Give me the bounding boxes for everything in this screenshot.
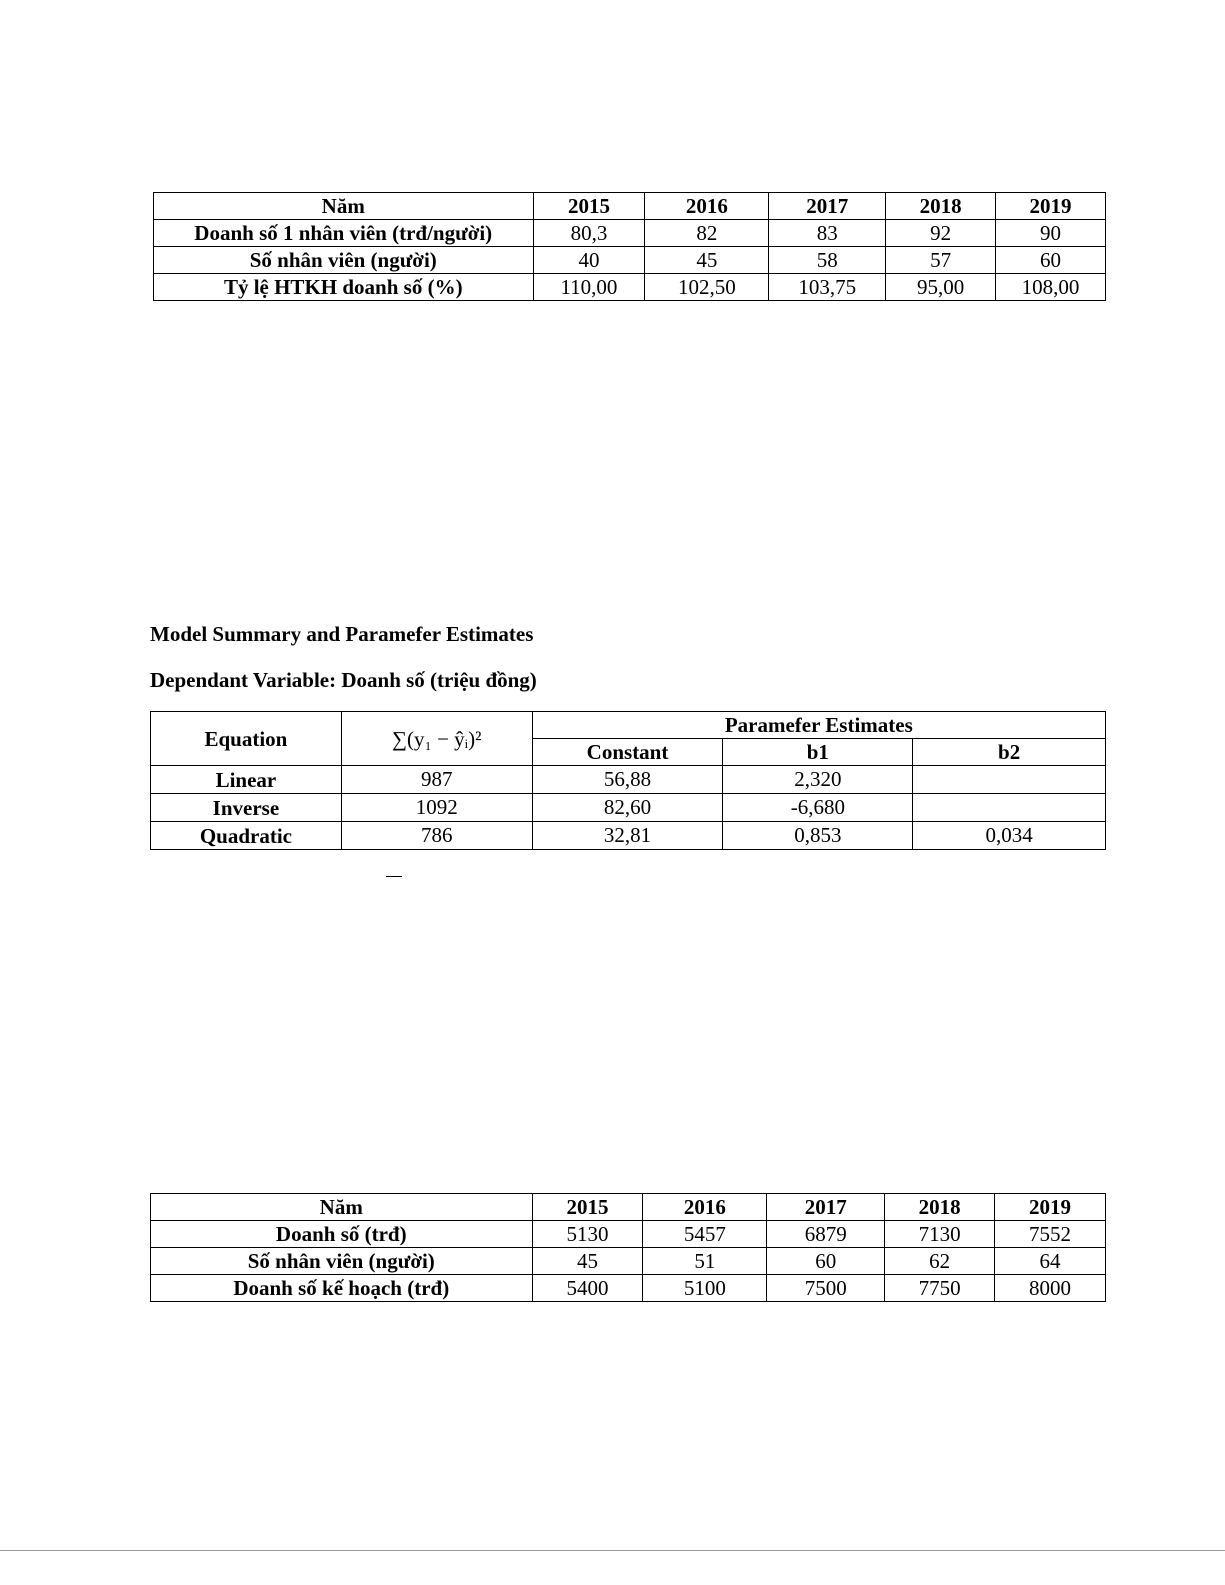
model-subtitle: Dependant Variable: Doanh số (triệu đồng) bbox=[150, 668, 537, 692]
cell: 92 bbox=[886, 220, 996, 247]
row-label: Doanh số kế hoạch (trđ) bbox=[151, 1275, 533, 1302]
cell: 95,00 bbox=[886, 274, 996, 301]
cell: 7130 bbox=[885, 1221, 995, 1248]
header-cell: 2017 bbox=[767, 1194, 885, 1221]
cell: 51 bbox=[643, 1248, 767, 1275]
header-cell: 2018 bbox=[885, 1194, 995, 1221]
cell: 32,81 bbox=[532, 822, 723, 850]
row-label: Tỷ lệ HTKH doanh số (%) bbox=[154, 274, 534, 301]
header-b2: b2 bbox=[913, 739, 1106, 766]
row-label: Số nhân viên (người) bbox=[151, 1248, 533, 1275]
cell: 7552 bbox=[995, 1221, 1106, 1248]
cell: 82 bbox=[645, 220, 769, 247]
cell: 56,88 bbox=[532, 766, 723, 794]
row-label: Doanh số 1 nhân viên (trđ/người) bbox=[154, 220, 534, 247]
cell: 6879 bbox=[767, 1221, 885, 1248]
row-label: Quadratic bbox=[151, 822, 342, 850]
cell: 45 bbox=[645, 247, 769, 274]
cell: 0,853 bbox=[723, 822, 913, 850]
cell: 0,034 bbox=[913, 822, 1106, 850]
header-cell: 2015 bbox=[533, 193, 645, 220]
cell: 60 bbox=[767, 1248, 885, 1275]
table-row bbox=[151, 1248, 1106, 1275]
cell: 40 bbox=[533, 247, 645, 274]
sales-plan-table bbox=[150, 1193, 1106, 1302]
cell: 58 bbox=[769, 247, 886, 274]
row-label: Inverse bbox=[151, 794, 342, 822]
header-cell: Năm bbox=[154, 193, 534, 220]
table-row bbox=[154, 274, 1106, 301]
cell: 60 bbox=[996, 247, 1106, 274]
cell: 102,50 bbox=[645, 274, 769, 301]
table-header-row bbox=[151, 1194, 1106, 1221]
cell: 8000 bbox=[995, 1275, 1106, 1302]
header-constant: Constant bbox=[532, 739, 723, 766]
header-cell: 2019 bbox=[996, 193, 1106, 220]
cell bbox=[913, 794, 1106, 822]
header-cell: 2019 bbox=[995, 1194, 1106, 1221]
table-row bbox=[151, 1221, 1106, 1248]
cell: 62 bbox=[885, 1248, 995, 1275]
header-cell: 2017 bbox=[769, 193, 886, 220]
row-label: Doanh số (trđ) bbox=[151, 1221, 533, 1248]
dash-mark bbox=[386, 876, 402, 877]
cell: 2,320 bbox=[723, 766, 913, 794]
table-row bbox=[154, 220, 1106, 247]
table-header-row bbox=[154, 193, 1106, 220]
header-cell: Năm bbox=[151, 1194, 533, 1221]
table-row bbox=[151, 766, 1106, 794]
model-summary-table bbox=[150, 711, 1106, 850]
table-row bbox=[154, 247, 1106, 274]
cell: 110,00 bbox=[533, 274, 645, 301]
cell: 57 bbox=[886, 247, 996, 274]
cell: 7750 bbox=[885, 1275, 995, 1302]
employee-sales-table bbox=[153, 192, 1106, 301]
cell: 7500 bbox=[767, 1275, 885, 1302]
cell: -6,680 bbox=[723, 794, 913, 822]
cell: 103,75 bbox=[769, 274, 886, 301]
header-cell: 2016 bbox=[645, 193, 769, 220]
cell: 64 bbox=[995, 1248, 1106, 1275]
page-footer-line bbox=[0, 1550, 1225, 1551]
table-row bbox=[151, 1275, 1106, 1302]
cell: 987 bbox=[341, 766, 532, 794]
header-equation: Equation bbox=[151, 712, 342, 766]
row-label: Linear bbox=[151, 766, 342, 794]
cell: 45 bbox=[532, 1248, 643, 1275]
cell: 786 bbox=[341, 822, 532, 850]
header-parameter-estimates: Paramefer Estimates bbox=[532, 712, 1105, 739]
header-cell: 2015 bbox=[532, 1194, 643, 1221]
cell bbox=[913, 766, 1106, 794]
cell: 83 bbox=[769, 220, 886, 247]
cell: 80,3 bbox=[533, 220, 645, 247]
model-title: Model Summary and Paramefer Estimates bbox=[150, 622, 534, 646]
table-row bbox=[151, 794, 1106, 822]
header-cell: 2016 bbox=[643, 1194, 767, 1221]
cell: 1092 bbox=[341, 794, 532, 822]
header-b1: b1 bbox=[723, 739, 913, 766]
cell: 108,00 bbox=[996, 274, 1106, 301]
cell: 90 bbox=[996, 220, 1106, 247]
cell: 5130 bbox=[532, 1221, 643, 1248]
header-sse: ∑(y₁ − ŷᵢ)² bbox=[341, 712, 532, 766]
cell: 5400 bbox=[532, 1275, 643, 1302]
cell: 5100 bbox=[643, 1275, 767, 1302]
cell: 5457 bbox=[643, 1221, 767, 1248]
cell: 82,60 bbox=[532, 794, 723, 822]
row-label: Số nhân viên (người) bbox=[154, 247, 534, 274]
header-cell: 2018 bbox=[886, 193, 996, 220]
table-row bbox=[151, 822, 1106, 850]
